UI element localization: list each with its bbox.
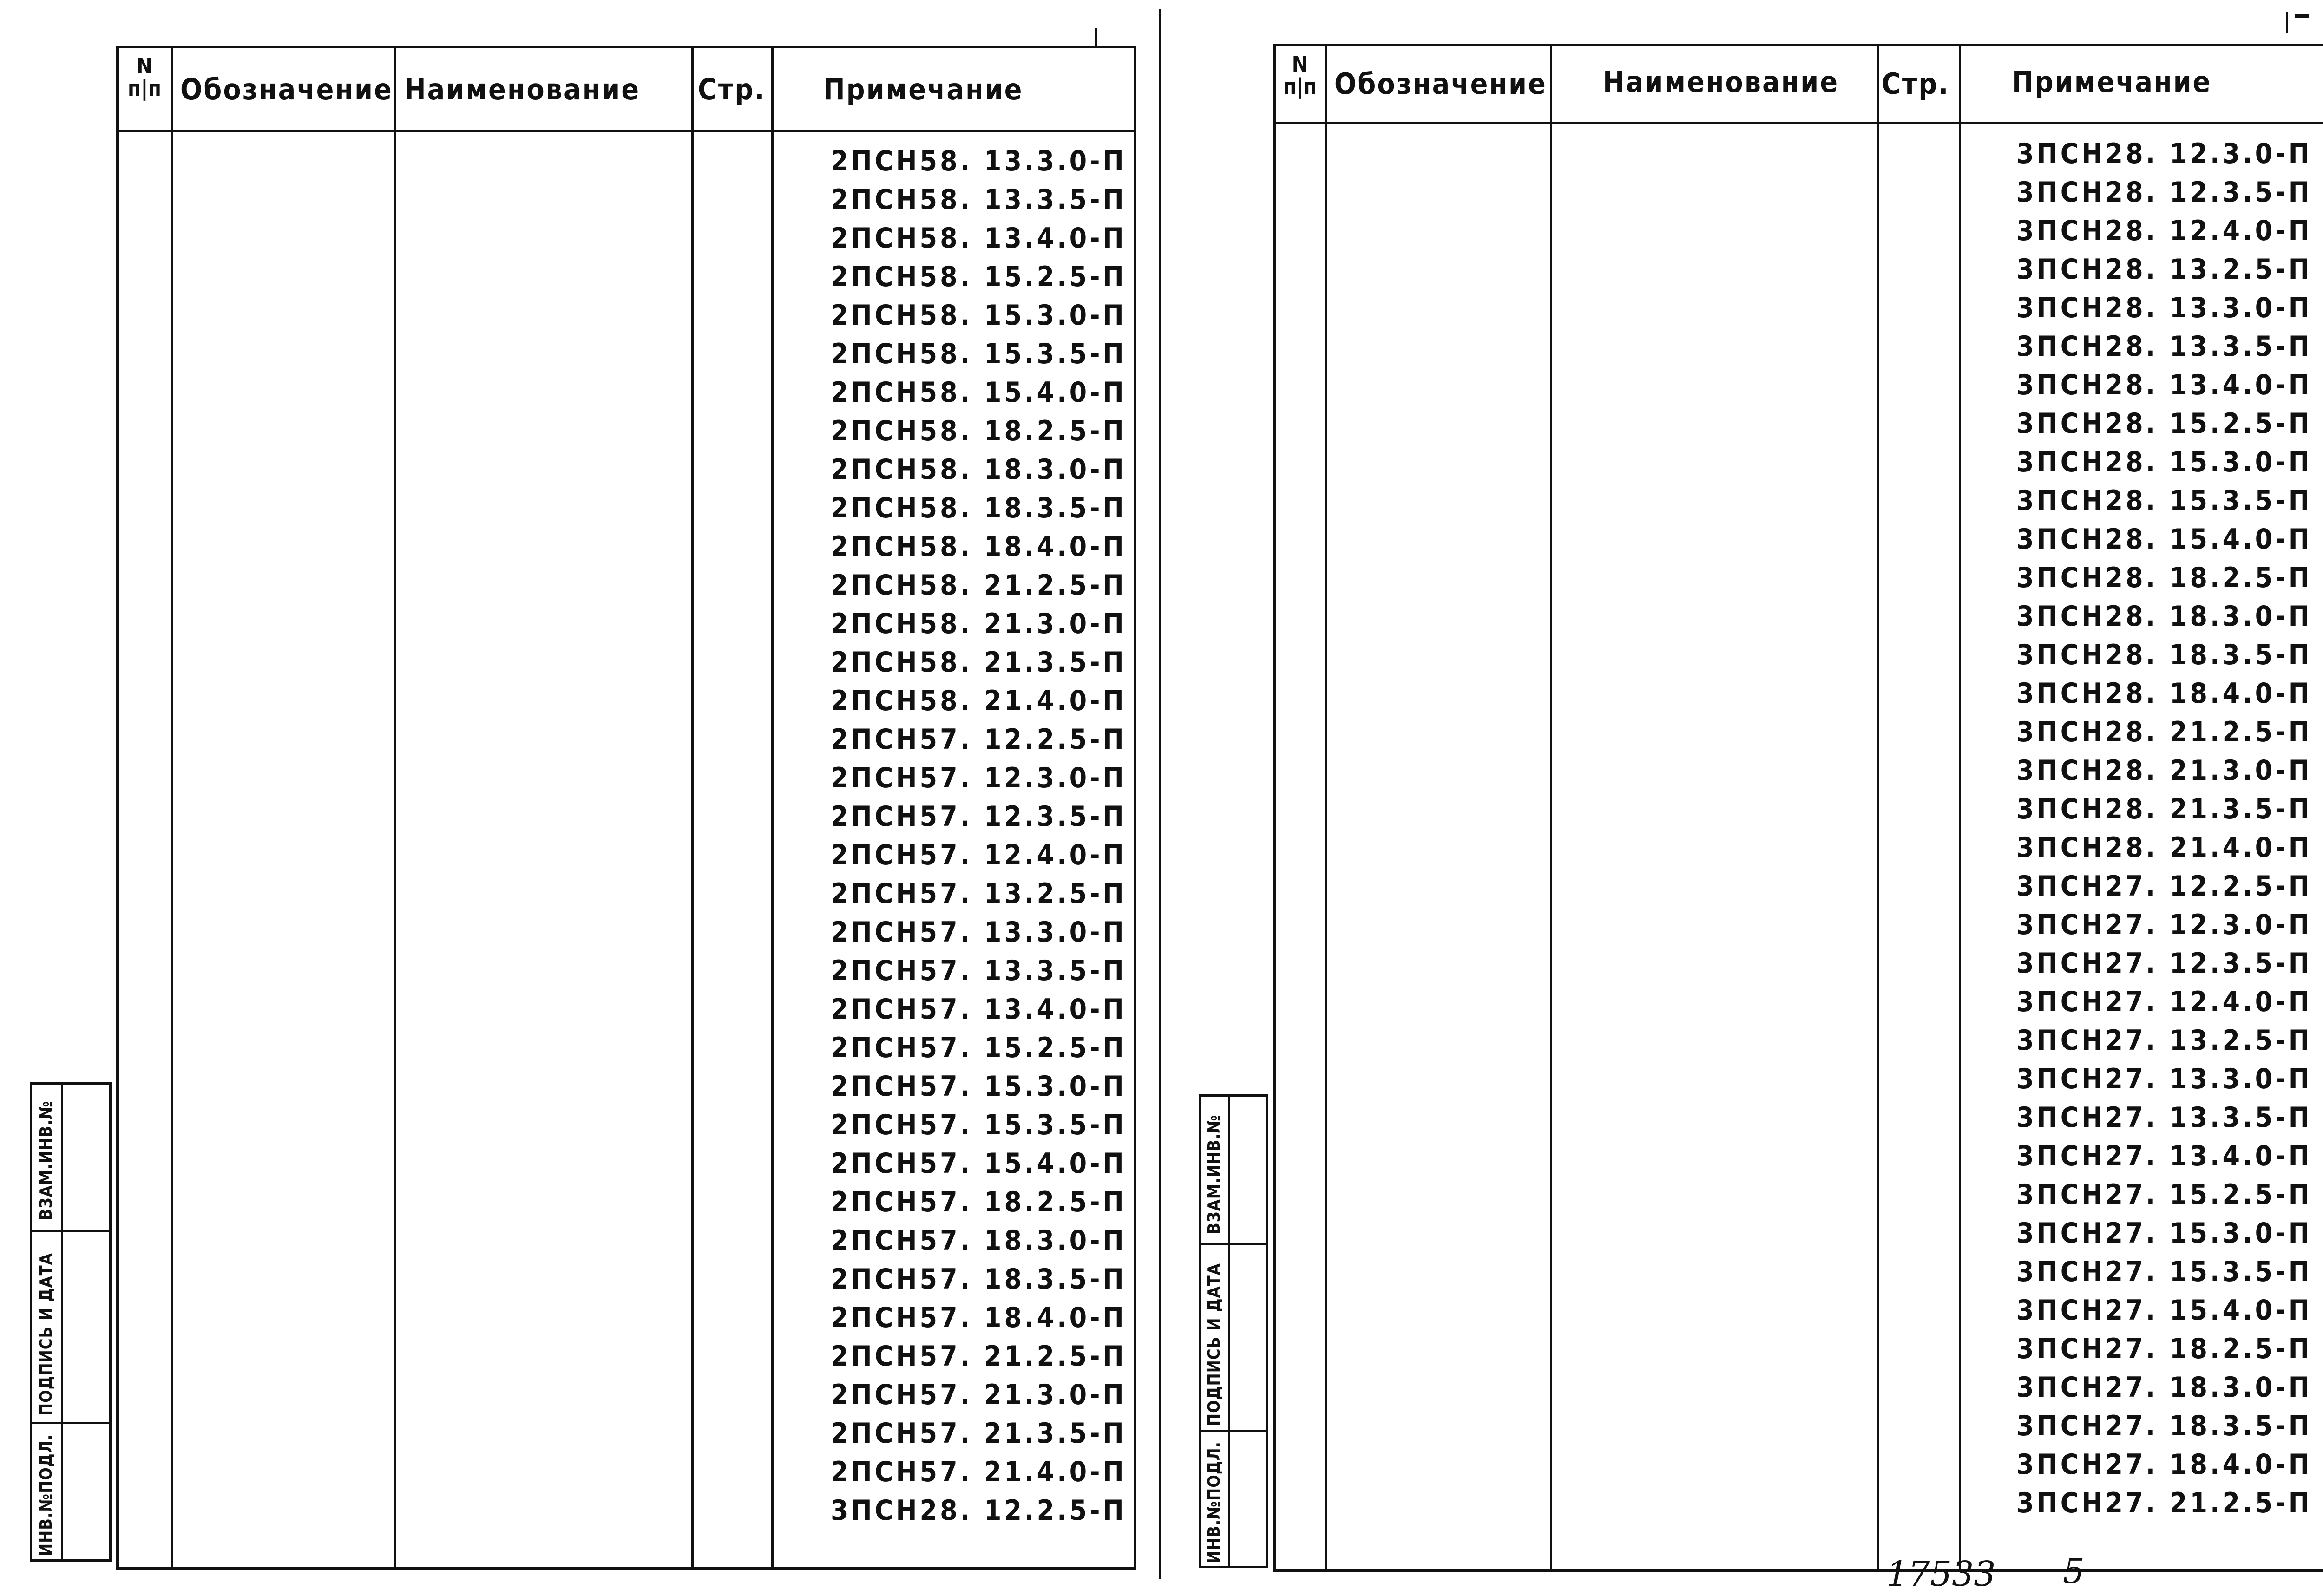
left-note-item: 2ПСН57. 13.2.5-П <box>831 877 1127 910</box>
right-note-item: 3ПСН28. 18.3.0-П <box>2016 600 2312 633</box>
left-note-item: 2ПСН58. 21.3.0-П <box>831 608 1127 640</box>
right-note-item: 3ПСН27. 18.3.5-П <box>2016 1410 2312 1442</box>
left-note-item: 2ПСН57. 12.3.5-П <box>831 800 1127 833</box>
left-note-item: 2ПСН57. 15.2.5-П <box>831 1032 1127 1064</box>
left-side-stamp <box>30 1082 112 1562</box>
left-note-item: 2ПСН58. 18.4.0-П <box>831 530 1127 563</box>
right-stamp-podpis-label: ПОДПИСЬ И ДАТА <box>1205 1263 1224 1426</box>
right-top-tick <box>2286 12 2288 33</box>
left-note-item: 2ПСН57. 21.3.5-П <box>831 1417 1127 1450</box>
left-col-divider-3 <box>691 46 694 1570</box>
left-note-item: 2ПСН58. 15.3.5-П <box>831 338 1127 370</box>
footer-page-number: 5 <box>2063 1551 2085 1591</box>
right-note-item: 3ПСН27. 15.2.5-П <box>2016 1178 2312 1211</box>
left-note-item: 2ПСН57. 21.2.5-П <box>831 1340 1127 1373</box>
right-stamp-inner-divider <box>1228 1097 1230 1566</box>
left-stamp-podpis-label: ПОДПИСЬ И ДАТА <box>37 1253 56 1416</box>
left-stamp-vzam-label: ВЗАМ.ИНВ.№ <box>37 1100 56 1220</box>
left-header-num: N п|п <box>127 53 162 101</box>
right-note-item: 3ПСН28. 15.3.0-П <box>2016 446 2312 478</box>
right-note-item: 3ПСН28. 13.4.0-П <box>2016 369 2312 401</box>
left-note-item: 3ПСН28. 12.2.5-П <box>831 1494 1127 1527</box>
left-note-item: 2ПСН58. 21.4.0-П <box>831 685 1127 717</box>
right-note-item: 3ПСН28. 12.3.5-П <box>2016 176 2312 209</box>
right-note-item: 3ПСН27. 15.4.0-П <box>2016 1294 2312 1327</box>
right-col-divider-3 <box>1877 44 1879 1572</box>
left-note-item: 2ПСН58. 15.4.0-П <box>831 376 1127 409</box>
left-note-item: 2ПСН57. 18.2.5-П <box>831 1186 1127 1218</box>
left-note-item: 2ПСН57. 13.4.0-П <box>831 993 1127 1026</box>
right-note-item: 3ПСН28. 21.2.5-П <box>2016 716 2312 748</box>
right-note-item: 3ПСН27. 18.4.0-П <box>2016 1448 2312 1481</box>
right-note-item: 3ПСН28. 21.4.0-П <box>2016 831 2312 864</box>
left-note-item: 2ПСН57. 13.3.0-П <box>831 916 1127 948</box>
left-note-item: 2ПСН58. 18.3.0-П <box>831 453 1127 486</box>
left-note-item: 2ПСН57. 13.3.5-П <box>831 955 1127 987</box>
right-note-item: 3ПСН27. 21.2.5-П <box>2016 1487 2312 1519</box>
right-stamp-inv-label: ИНВ.№ПОДЛ. <box>1205 1441 1224 1563</box>
right-note-item: 3ПСН27. 15.3.0-П <box>2016 1217 2312 1249</box>
right-header-num: N п|п <box>1283 52 1317 99</box>
right-header-divider <box>1273 122 2323 124</box>
right-note-item: 3ПСН27. 13.2.5-П <box>2016 1024 2312 1057</box>
right-note-item: 3ПСН27. 13.4.0-П <box>2016 1140 2312 1172</box>
right-note-item: 3ПСН28. 13.3.0-П <box>2016 292 2312 324</box>
right-note-item: 3ПСН27. 12.2.5-П <box>2016 870 2312 903</box>
left-note-item: 2ПСН57. 18.4.0-П <box>831 1302 1127 1334</box>
right-note-item: 3ПСН28. 12.4.0-П <box>2016 215 2312 247</box>
right-header-name: Наименование <box>1603 65 1839 99</box>
left-stamp-inv-label: ИНВ.№ПОДЛ. <box>37 1434 56 1556</box>
right-stamp-inv-cell <box>1201 1430 1266 1566</box>
right-note-item: 3ПСН28. 15.3.5-П <box>2016 484 2312 517</box>
right-note-item: 3ПСН27. 18.3.0-П <box>2016 1371 2312 1404</box>
left-right-edge-line <box>1159 9 1161 1579</box>
left-header-name: Наименование <box>404 72 641 106</box>
left-col-divider-1 <box>171 46 173 1570</box>
footer-document-number: 17533 <box>1886 1554 1996 1594</box>
left-header-note: Примечание <box>823 72 1024 106</box>
right-header-designation: Обозначение <box>1334 67 1547 101</box>
left-note-item: 2ПСН57. 18.3.5-П <box>831 1263 1127 1295</box>
right-col-divider-4 <box>1959 44 1961 1572</box>
left-note-item: 2ПСН58. 15.3.0-П <box>831 299 1127 332</box>
left-note-item: 2ПСН58. 21.2.5-П <box>831 569 1127 602</box>
left-note-item: 2ПСН58. 18.2.5-П <box>831 415 1127 447</box>
right-note-item: 3ПСН28. 18.3.5-П <box>2016 639 2312 671</box>
left-notes-list <box>831 142 1127 1530</box>
right-note-item: 3ПСН28. 21.3.0-П <box>2016 754 2312 787</box>
right-note-item: 3ПСН28. 15.2.5-П <box>2016 407 2312 440</box>
left-note-item: 2ПСН58. 13.4.0-П <box>831 222 1127 255</box>
left-note-item: 2ПСН58. 13.3.0-П <box>831 145 1127 177</box>
left-col-divider-2 <box>394 46 396 1570</box>
left-col-divider-4 <box>771 46 774 1570</box>
left-note-item: 2ПСН58. 18.3.5-П <box>831 492 1127 524</box>
right-note-item: 3ПСН28. 18.2.5-П <box>2016 562 2312 594</box>
right-note-item: 3ПСН27. 15.3.5-П <box>2016 1256 2312 1288</box>
right-stamp-podpis-cell <box>1201 1243 1266 1430</box>
right-note-item: 3ПСН27. 12.3.5-П <box>2016 947 2312 980</box>
left-note-item: 2ПСН57. 12.2.5-П <box>831 723 1127 756</box>
left-note-item: 2ПСН58. 21.3.5-П <box>831 646 1127 679</box>
left-note-item: 2ПСН57. 15.3.0-П <box>831 1070 1127 1103</box>
left-note-item: 2ПСН57. 12.3.0-П <box>831 762 1127 794</box>
left-note-item: 2ПСН58. 13.3.5-П <box>831 183 1127 216</box>
left-note-item: 2ПСН57. 15.3.5-П <box>831 1109 1127 1141</box>
right-note-item: 3ПСН28. 13.2.5-П <box>2016 253 2312 286</box>
right-col-divider-1 <box>1325 44 1327 1572</box>
right-notes-list <box>2016 135 2312 1523</box>
right-side-stamp <box>1199 1094 1268 1568</box>
left-stamp-podpis-cell <box>32 1230 109 1422</box>
left-header-page: Стр. <box>698 72 766 106</box>
right-top-tick-2 <box>2295 14 2309 18</box>
right-note-item: 3ПСН27. 12.3.0-П <box>2016 909 2312 941</box>
right-note-item: 3ПСН28. 18.4.0-П <box>2016 677 2312 710</box>
left-note-item: 2ПСН58. 15.2.5-П <box>831 261 1127 293</box>
left-note-item: 2ПСН57. 15.4.0-П <box>831 1147 1127 1180</box>
left-note-item: 2ПСН57. 18.3.0-П <box>831 1224 1127 1257</box>
right-header-note: Примечание <box>2012 65 2212 99</box>
left-header-designation: Обозначение <box>180 72 393 106</box>
left-note-item: 2ПСН57. 21.4.0-П <box>831 1456 1127 1488</box>
right-note-item: 3ПСН28. 13.3.5-П <box>2016 330 2312 363</box>
left-note-item: 2ПСН57. 21.3.0-П <box>831 1379 1127 1411</box>
right-note-item: 3ПСН27. 13.3.5-П <box>2016 1101 2312 1134</box>
left-note-item: 2ПСН57. 12.4.0-П <box>831 839 1127 871</box>
left-stamp-inner-divider <box>61 1085 63 1559</box>
right-note-item: 3ПСН27. 18.2.5-П <box>2016 1333 2312 1365</box>
left-stamp-vzam-cell <box>32 1085 109 1230</box>
right-stamp-vzam-cell <box>1201 1097 1266 1243</box>
left-header-divider <box>116 130 1136 132</box>
right-note-item: 3ПСН28. 21.3.5-П <box>2016 793 2312 825</box>
right-stamp-vzam-label: ВЗАМ.ИНВ.№ <box>1205 1114 1224 1234</box>
right-note-item: 3ПСН27. 13.3.0-П <box>2016 1063 2312 1095</box>
right-note-item: 3ПСН27. 12.4.0-П <box>2016 986 2312 1018</box>
right-header-page: Стр. <box>1882 67 1950 101</box>
right-note-item: 3ПСН28. 15.4.0-П <box>2016 523 2312 556</box>
left-stamp-inv-cell <box>32 1422 109 1559</box>
right-note-item: 3ПСН28. 12.3.0-П <box>2016 137 2312 170</box>
right-col-divider-2 <box>1550 44 1552 1572</box>
